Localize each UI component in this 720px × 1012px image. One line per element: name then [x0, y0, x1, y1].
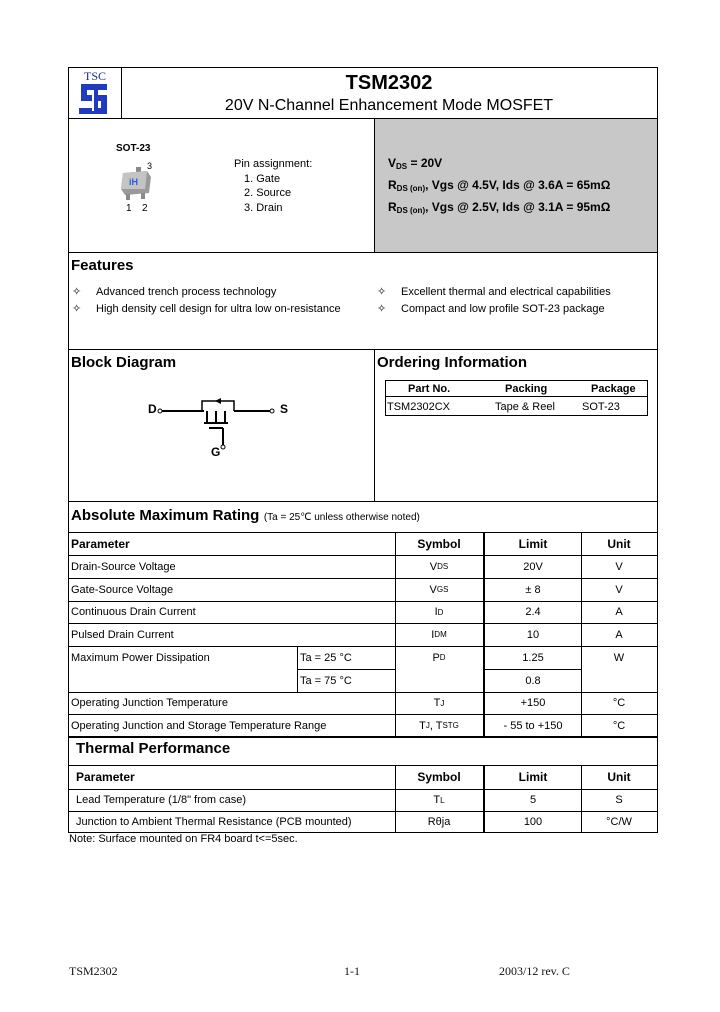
symbol-cell: V GS — [429, 583, 449, 596]
symbol-cell: T J , T STG — [419, 719, 459, 732]
device-subtitle: 20V N-Channel Enhancement Mode MOSFET — [224, 97, 554, 114]
limit-cell: - 55 to +150 — [503, 719, 563, 732]
feature-item: ✧ Advanced trench process technology — [72, 286, 277, 298]
key-specs — [388, 154, 610, 220]
bullet-icon: ✧ — [377, 286, 387, 298]
bullet-icon: ✧ — [72, 286, 82, 298]
limit-cell: 20V — [523, 560, 543, 573]
param-cell: Gate-Source Voltage — [71, 583, 174, 596]
gate-label: G — [211, 445, 221, 459]
mosfet-symbol-icon — [157, 395, 297, 455]
feature-item: ✧ High density cell design for ultra low on-resistance — [72, 303, 341, 315]
bullet-icon: ✧ — [72, 303, 82, 315]
param-cell: Maximum Power Dissipation — [71, 651, 210, 664]
ordering-left-rule — [385, 380, 386, 416]
tsc-logo — [69, 68, 122, 118]
param-cell: Lead Temperature (1/8" from case) — [76, 794, 247, 806]
limit-cell: ± 8 — [525, 583, 541, 596]
limit-cell: +150 — [520, 697, 546, 709]
param-cell: Junction to Ambient Thermal Resistance (PCB mounted) — [76, 815, 352, 828]
col-rule — [297, 646, 298, 692]
ordering-box — [374, 349, 658, 502]
header-titles — [121, 68, 657, 118]
param-cell: Continuous Drain Current — [71, 606, 196, 618]
unit-cell: °C — [612, 697, 626, 709]
param-cell: Pulsed Drain Current — [71, 628, 174, 641]
block-diagram-title: Block Diagram — [71, 354, 177, 371]
symbol-cell: I D — [434, 606, 444, 618]
footer-revision: 2003/12 rev. C — [499, 964, 570, 978]
col-header-parameter: Parameter — [76, 770, 135, 784]
param-cell: Drain-Source Voltage — [71, 560, 176, 573]
svg-text:iH: iH — [129, 177, 138, 187]
abs-max-heading — [71, 507, 420, 525]
limit-cell: 0.8 — [525, 674, 541, 687]
pin-drain: 3. Drain — [244, 201, 283, 214]
unit-cell: A — [615, 606, 623, 618]
limit-cell: 5 — [529, 794, 537, 806]
limit-cell: 10 — [526, 628, 540, 641]
limit-cell: 100 — [523, 815, 543, 828]
pin-label-3: 3 — [147, 161, 153, 171]
param-cell: Operating Junction and Storage Temperature Range — [71, 719, 327, 732]
features-title: Features — [71, 257, 134, 274]
unit-cell: S — [615, 794, 623, 806]
ordering-header-partno: Part No. — [408, 383, 451, 395]
symbol-cell: V DS — [429, 560, 449, 573]
header-box — [68, 67, 658, 119]
ordering-partno: TSM2302CX — [387, 401, 450, 413]
unit-cell: °C/W — [606, 815, 632, 828]
symbol-cell: I DM — [431, 628, 447, 641]
ordering-top-rule — [385, 380, 648, 381]
bullet-icon: ✧ — [377, 303, 387, 315]
pin-assignment — [234, 157, 312, 215]
pin-label-2: 2 — [142, 203, 148, 214]
abs-max-title: Absolute Maximum Rating — [71, 507, 260, 524]
limit-cell: 1.25 — [522, 651, 544, 664]
footer-part-number: TSM2302 — [69, 964, 118, 978]
col-header-parameter: Parameter — [71, 536, 130, 551]
limit-cell: 2.4 — [525, 606, 541, 618]
logo-mark-icon — [75, 82, 115, 116]
package-box — [68, 118, 375, 253]
part-number: TSM2302 — [345, 72, 433, 94]
condition-cell: Ta = 75 °C — [300, 674, 352, 687]
thermal-title: Thermal Performance — [76, 740, 231, 757]
logo-text: TSC — [83, 69, 106, 83]
unit-cell: °C — [612, 719, 626, 732]
col-header-limit: Limit — [518, 536, 548, 551]
unit-cell: A — [615, 628, 623, 641]
unit-cell: V — [615, 583, 623, 596]
ordering-bottom-rule — [385, 415, 648, 416]
col-header-limit: Limit — [518, 770, 548, 784]
param-cell: Operating Junction Temperature — [71, 697, 228, 709]
spec-vds: $V_{DS} = 20V$ — [388, 156, 443, 171]
features-box — [68, 252, 658, 350]
pin-gate: 1. Gate — [244, 172, 281, 185]
thermal-note: Note: Surface mounted on FR4 board t<=5sec. — [69, 833, 298, 845]
unit-cell: W — [613, 651, 625, 664]
pin-source: 2. Source — [244, 187, 292, 199]
spec-rds-2v5: $R_{DS (on)}$, Vgs @ 2.5V, Ids @ 3.1A = 95mΩ — [388, 200, 611, 215]
symbol-cell: T L — [433, 794, 445, 806]
ordering-right-rule — [647, 380, 648, 416]
ordering-header-package: Package — [591, 383, 636, 395]
spec-rds-4v5: $R_{DS (on)}$, Vgs @ 4.5V, Ids @ 3.6A = 65mΩ — [388, 178, 611, 193]
col-header-unit: Unit — [607, 536, 631, 551]
ordering-package: SOT-23 — [582, 401, 620, 413]
ordering-mid-rule — [385, 396, 648, 397]
symbol-cell: T J — [433, 697, 445, 709]
feature-item: ✧ Compact and low profile SOT-23 package — [377, 303, 605, 315]
block-diagram-box — [68, 349, 375, 502]
col-header-symbol: Symbol — [417, 536, 461, 551]
footer-page-number: 1-1 — [344, 964, 360, 978]
drain-label: D — [148, 402, 157, 416]
feature-item: ✧ Excellent thermal and electrical capabilities — [377, 286, 611, 298]
package-name: SOT-23 — [116, 143, 151, 154]
col-header-unit: Unit — [607, 770, 631, 784]
ordering-header-packing: Packing — [505, 383, 548, 395]
abs-max-box — [68, 501, 658, 737]
thermal-box — [68, 736, 658, 833]
key-specs-box — [374, 118, 658, 253]
symbol-cell: P D — [432, 651, 446, 664]
ordering-title: Ordering Information — [377, 354, 527, 371]
abs-max-note: (Ta = 25℃ unless otherwise noted) — [263, 512, 420, 523]
ordering-packing: Tape & Reel — [495, 401, 555, 413]
pin-assignment-title: Pin assignment: — [234, 158, 313, 170]
col-header-symbol: Symbol — [417, 770, 461, 784]
pin-label-1: 1 — [126, 203, 132, 214]
unit-cell: V — [615, 560, 623, 573]
symbol-cell: Rθja — [427, 815, 451, 828]
condition-cell: Ta = 25 °C — [300, 651, 352, 664]
source-label: S — [280, 402, 289, 416]
